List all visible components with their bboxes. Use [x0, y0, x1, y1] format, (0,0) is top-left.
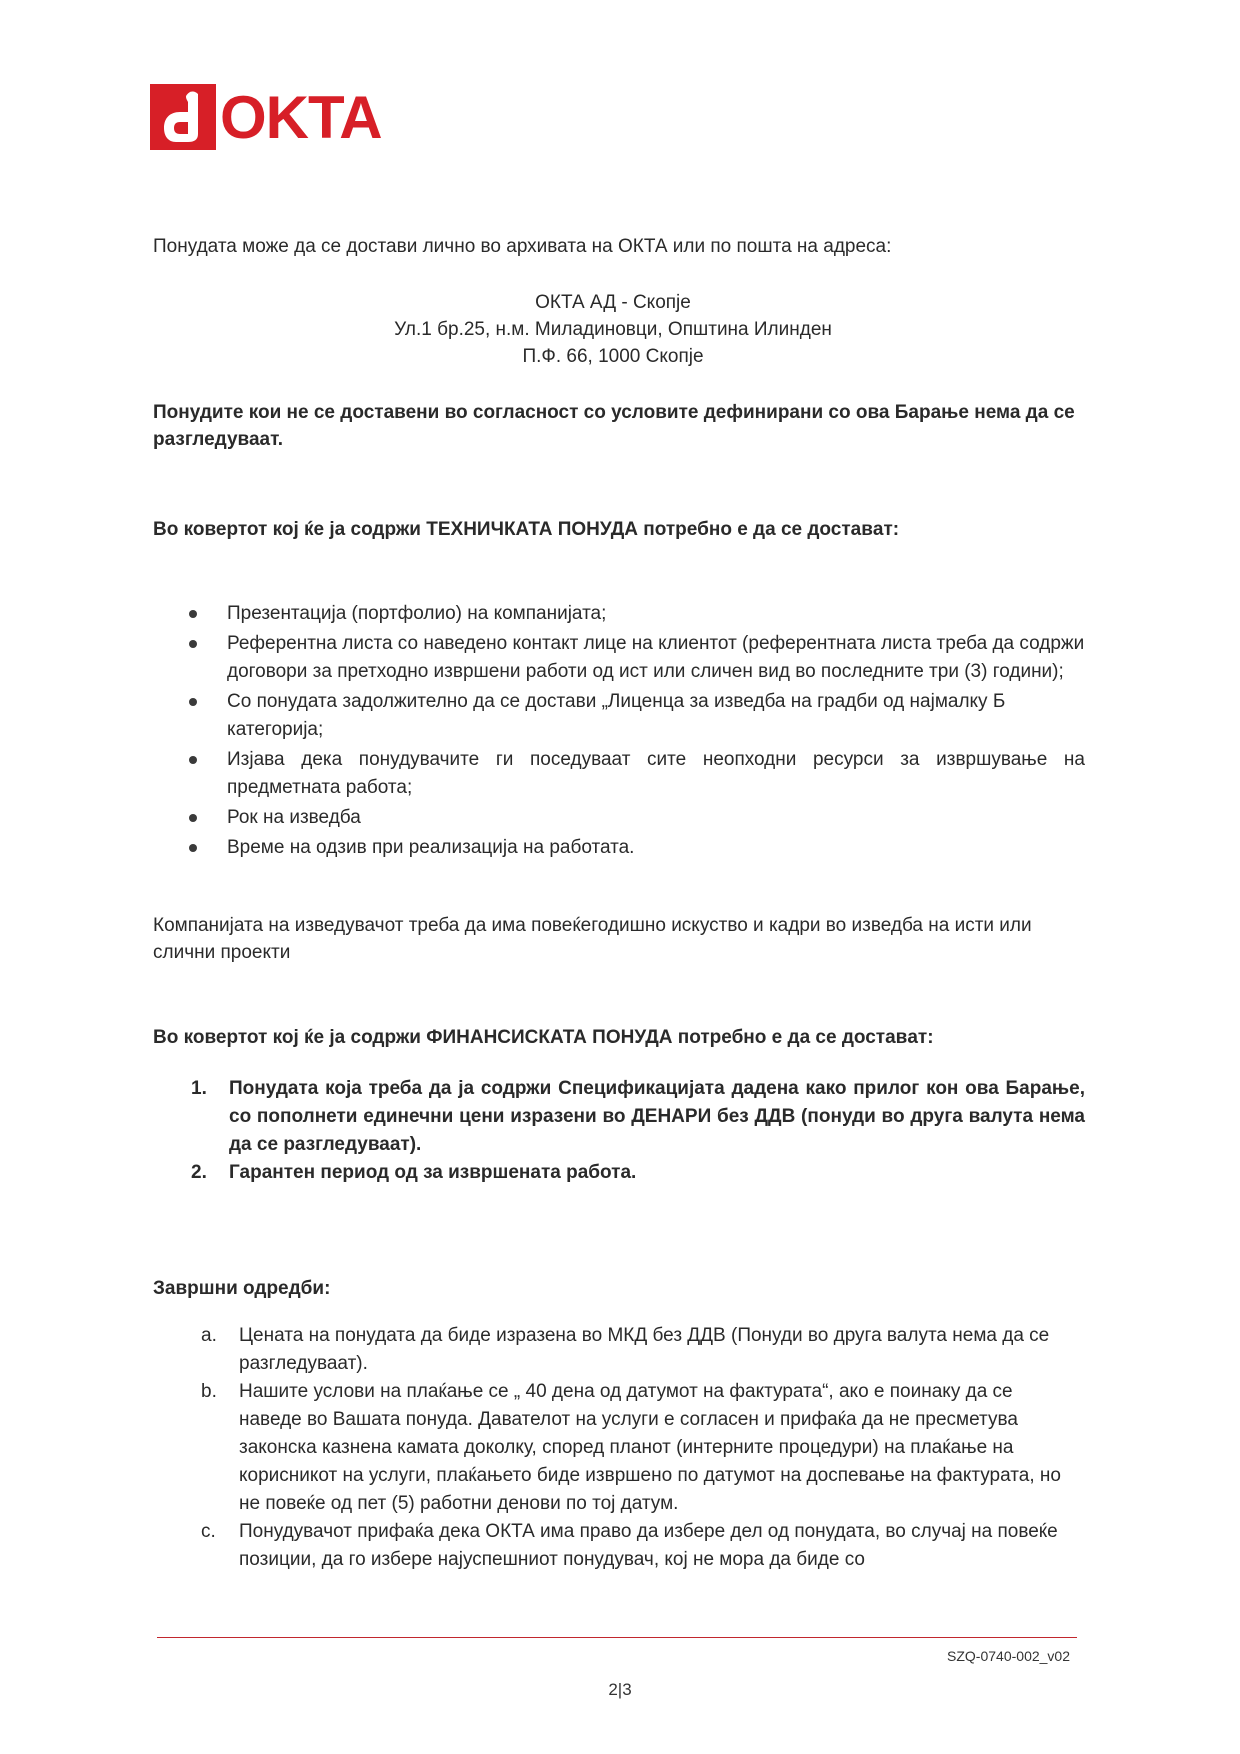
list-item-text: Цената на понудата да биде изразена во МКД без ДДВ (Понуди во друга валута нема да се разгледуваат). — [239, 1325, 1050, 1374]
address-line-postal: П.Ф. 66, 1000 Скопје — [522, 346, 704, 367]
okta-logo-text: OKTA — [220, 84, 382, 151]
address-line-street: Ул.1 бр.25, н.м. Миладиновци, Општина Илинден — [394, 319, 832, 340]
list-item-text: Понудувачот прифаќа дека ОКТА има право да избере дел од понудата, во случај на повеќе позиции, да го избере најуспешниот понудувач, кој не мора да биде со — [239, 1521, 1058, 1570]
warning-paragraph: Понудите кои не се доставени во согласност со условите дефинирани со ова Барање нема да се разгледуваат. — [153, 402, 1075, 450]
list-item — [195, 1322, 1075, 1378]
intro-paragraph: Понудата може да се достави лично во архивата на ОКТА или по пошта на адреса: — [153, 236, 892, 257]
list-item-letter: a. — [201, 1325, 217, 1346]
list-item-number: 2. — [191, 1162, 207, 1183]
list-item — [185, 1075, 1085, 1159]
okta-drop-logo-icon — [150, 84, 216, 150]
list-item: Со понудата задолжително да се достави „Лиценца за изведба на градби од најмалку Б категорија; — [185, 688, 1085, 744]
list-item-text: Гарантен период од за извршената работа. — [229, 1162, 637, 1183]
technical-offer-list — [185, 600, 1085, 864]
footer-divider — [157, 1637, 1077, 1638]
final-provisions-list — [195, 1322, 1075, 1574]
list-item — [195, 1518, 1075, 1574]
list-item-letter: c. — [201, 1521, 216, 1542]
list-item-letter: b. — [201, 1381, 217, 1402]
financial-offer-heading: Во ковертот кој ќе ја содржи ФИНАНСИСКАТА ПОНУДА потребно е да се доставaт: — [153, 1027, 934, 1048]
list-item: Изјава дека понудувачите ги поседуваат сите неопходни ресурси за извршување на предметната работа; — [185, 746, 1085, 802]
document-code: SZQ-0740-002_v02 — [947, 1648, 1070, 1664]
address-line-company: ОКТА АД - Скопје — [535, 292, 691, 313]
okta-logo — [150, 84, 400, 150]
list-item-number: 1. — [191, 1078, 207, 1099]
page-number: 2|3 — [608, 1680, 632, 1699]
technical-offer-heading: Во ковертот кој ќе ја содржи ТЕХНИЧКАТА ПОНУДА потребно е да се доставaт: — [153, 519, 900, 540]
financial-offer-list — [185, 1075, 1085, 1187]
list-item — [195, 1378, 1075, 1518]
list-item: Референтна листа со наведено контакт лице на клиентот (референтната листа треба да содржи договори за претходно извршени работи од ист или сличен вид во последните три (3) години); — [185, 630, 1085, 686]
list-item — [185, 1159, 1085, 1187]
list-item-text: Понудата која треба да ја содржи Спецификацијата дадена како прилог кон ова Барање, со пополнети единечни цени изразени во ДЕНАРИ без ДДВ (понуди во друга валута нема да се разгледуваат). — [229, 1078, 1085, 1155]
final-provisions-heading: Завршни одредби: — [153, 1278, 331, 1299]
list-item: Време на одзив при реализација на работата. — [185, 834, 1085, 862]
list-item-text: Нашите услови на плаќање се „ 40 дена од датумот на фактурата“, ако е поинаку да се наведе во Вашата понуда. Давателот на услуги е согласен и прифаќа да не пресметува законска казнена камата доколку, според планот (интерните процедури) на плаќање на корисникот на услуги, плаќањето биде извршено по датумот на доспевање на фактурата, но не повеќе од пет (5) работни денови по тој датум. — [239, 1381, 1061, 1514]
list-item: Рок на изведба — [185, 804, 1085, 832]
list-item: Презентација (портфолио) на компанијата; — [185, 600, 1085, 628]
company-experience-paragraph: Компанијата на изведувачот треба да има повеќегодишно искуство и кадри во изведба на исти или слични проекти — [153, 915, 1032, 963]
address-block — [153, 289, 1073, 370]
